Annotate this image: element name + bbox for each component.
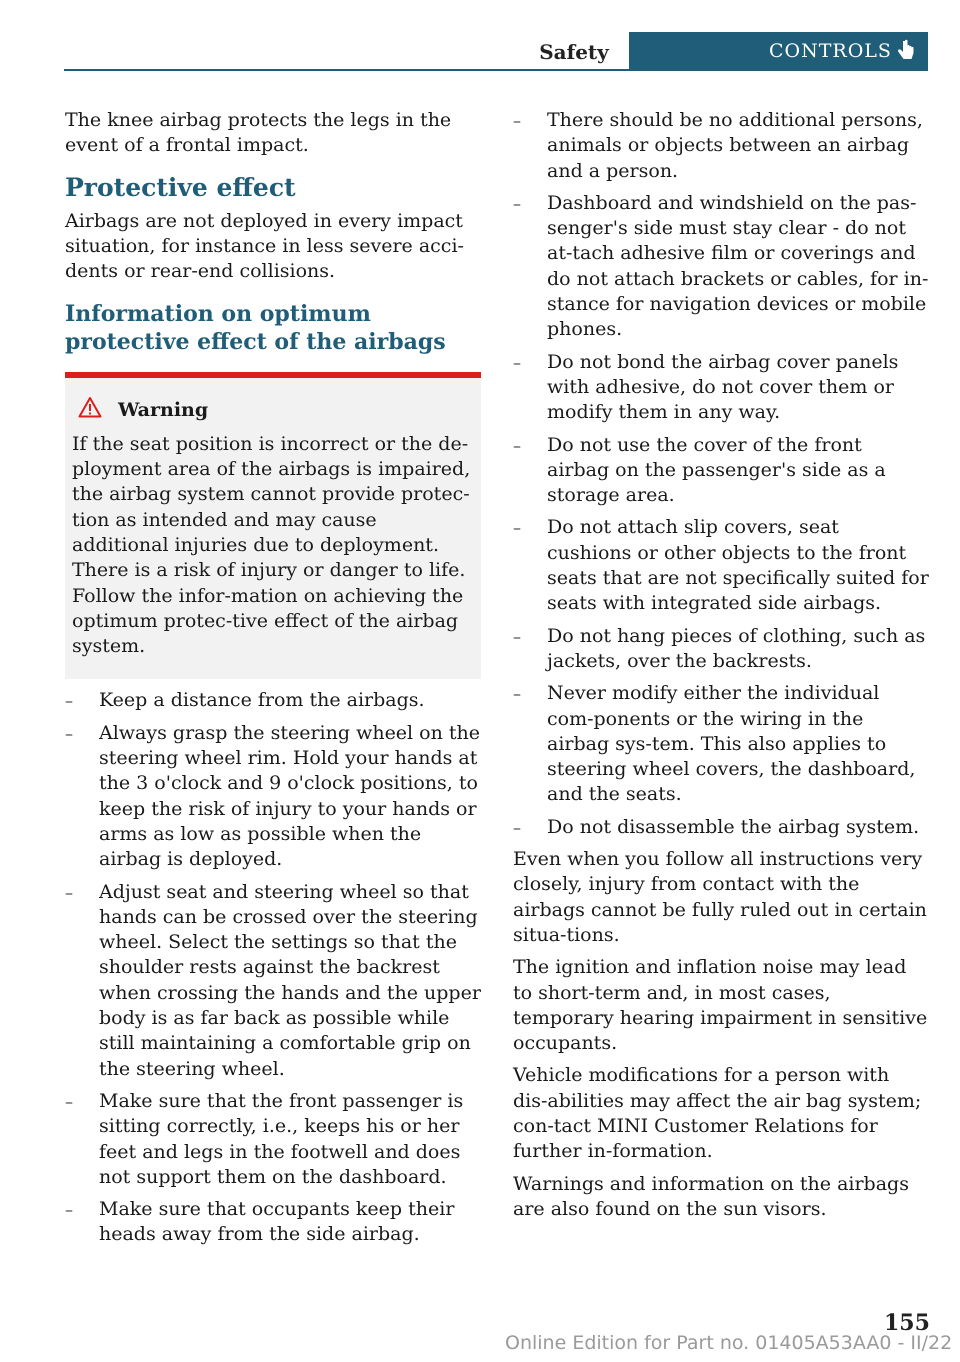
- list-item: – Keep a distance from the airbags.: [65, 688, 481, 713]
- right-column: [513, 108, 929, 1229]
- chapter-tab: [629, 32, 928, 70]
- section-title: Safety: [539, 40, 609, 64]
- chapter-tab-label: CONTROLS: [769, 40, 892, 62]
- list-item: – Dashboard and windshield on the pas-senger's side must stay clear - do not at-tach adhesive film or coverings and do not attach brackets or cables, for in-stance for navigation devices or mobile phones.: [513, 191, 929, 343]
- list-item: – Make sure that the front passenger is sitting correctly, i.e., keeps his or her feet and legs in the footwell and does not support them on the dashboard.: [65, 1089, 481, 1190]
- right-bullet-list: [513, 108, 929, 840]
- protective-effect-paragraph: Airbags are not deployed in every impact situation, for instance in less severe acci-dents or rear-end collisions.: [65, 209, 464, 283]
- list-item: – Do not disassemble the airbag system.: [513, 815, 929, 840]
- sun-visor-paragraph: Warnings and information on the airbags are also found on the sun visors.: [513, 1172, 909, 1220]
- warning-text: If the seat position is incorrect or the de-ployment area of the airbags is impaired, the airbag system cannot provide protec-tion as intended and may cause additional injuries due to deployment. There is a risk of injury or danger to life. Follow the infor-mation on achieving the optimum protec-tive effect of the airbag system.: [72, 432, 471, 658]
- list-item: – Make sure that occupants keep their heads away from the side airbag.: [65, 1197, 481, 1248]
- warning-header: [72, 396, 475, 425]
- edition-footer: Online Edition for Part no. 01405A53AA0 - II/22: [505, 1332, 953, 1354]
- modifications-paragraph: Vehicle modifications for a person with dis-abilities may affect the air bag system; con-tact MINI Customer Relations for further in-formation.: [513, 1064, 922, 1163]
- list-item: – Do not hang pieces of clothing, such as jackets, over the backrests.: [513, 624, 929, 675]
- list-item: – Do not bond the airbag cover panels with adhesive, do not cover them or modify them in any way.: [513, 350, 929, 426]
- left-column: [65, 108, 481, 1255]
- left-bullet-list: [65, 688, 481, 1247]
- list-item: – There should be no additional persons, animals or objects between an airbag and a person.: [513, 108, 929, 184]
- hand-pointer-icon: [895, 39, 917, 63]
- warning-box: [65, 372, 481, 679]
- list-item: – Never modify either the individual com-ponents or the wiring in the airbag sys-tem. This also applies to steering wheel covers, the dashboard, and the seats.: [513, 681, 929, 807]
- list-item: – Do not attach slip covers, seat cushions or other objects to the front seats that are not specifically suited for seats with integrated side airbags.: [513, 515, 929, 616]
- warning-triangle-icon: [72, 396, 118, 425]
- injury-paragraph: Even when you follow all instructions very closely, injury from contact with the airbags cannot be fully ruled out in certain situa-tions.: [513, 848, 927, 946]
- header-rule: [64, 69, 928, 71]
- list-item: – Adjust seat and steering wheel so that hands can be crossed over the steering wheel. Select the settings so that the shoulder rests against the backrest when crossing the hands and the upper body is as far back as possible while still maintaining a comfortable grip on the steering wheel.: [65, 880, 481, 1082]
- heading-protective-effect: Protective effect: [65, 172, 296, 202]
- noise-paragraph: The ignition and inflation noise may lead to short-term and, in most cases, temporary hearing impairment in sensitive occupants.: [513, 956, 928, 1055]
- warning-title: Warning: [118, 399, 209, 422]
- knee-airbag-paragraph: The knee airbag protects the legs in the event of a frontal impact.: [65, 109, 452, 157]
- heading-optimum-effect: Information on optimum protective effect of the airbags: [65, 301, 446, 356]
- list-item: – Do not use the cover of the front airbag on the passenger's side as a storage area.: [513, 433, 929, 509]
- page-number: 155: [884, 1310, 930, 1336]
- list-item: – Always grasp the steering wheel on the steering wheel rim. Hold your hands at the 3 o'clock and 9 o'clock positions, to keep the risk of injury to your hands or arms as low as possible when the airbag is deployed.: [65, 721, 481, 873]
